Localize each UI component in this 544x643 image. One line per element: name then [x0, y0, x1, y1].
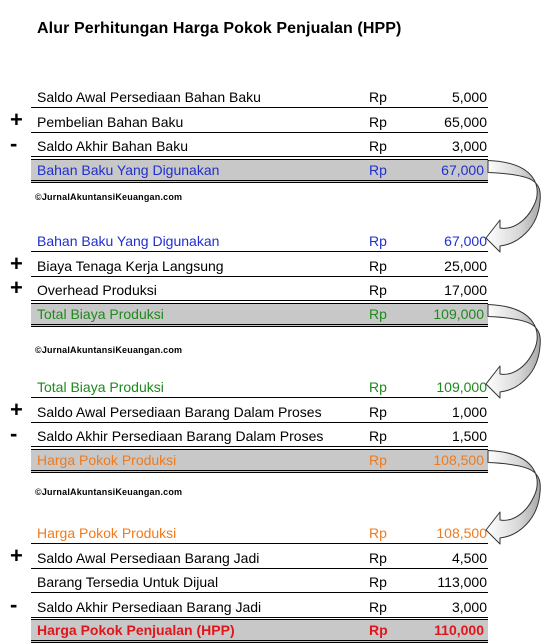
line-label: Harga Pokok Penjualan (HPP)	[37, 622, 235, 638]
currency: Rp	[369, 305, 387, 322]
currency: Rp	[369, 574, 387, 590]
line-label: Harga Pokok Produksi	[37, 525, 177, 541]
line-label: Overhead Produksi	[37, 282, 157, 298]
minus-sign: -	[10, 421, 18, 446]
currency: Rp	[369, 525, 387, 541]
currency: Rp	[369, 451, 387, 468]
watermark: ©JurnalAkuntansiKeuangan.com	[35, 192, 183, 202]
currency: Rp	[369, 257, 387, 274]
currency: Rp	[369, 89, 387, 105]
amount: 109,000	[436, 379, 487, 395]
line-label: Barang Tersedia Untuk Dijual	[37, 574, 219, 590]
currency: Rp	[369, 428, 387, 444]
amount: 67,000	[444, 233, 487, 249]
currency: Rp	[369, 598, 387, 615]
currency: Rp	[369, 282, 387, 298]
currency: Rp	[369, 379, 387, 395]
watermark: ©JurnalAkuntansiKeuangan.com	[35, 487, 183, 497]
line-label: Harga Pokok Produksi	[37, 451, 177, 468]
page-title: Alur Perhitungan Harga Pokok Penjualan (HPP)	[37, 20, 402, 37]
flow-arrow-icon	[486, 451, 540, 545]
currency: Rp	[369, 549, 387, 566]
amount: 25,000	[444, 257, 487, 274]
amount: 5,000	[451, 89, 487, 105]
plus-sign: +	[10, 396, 23, 422]
line-label: Saldo Akhir Persediaan Barang Dalam Proses	[37, 428, 324, 444]
line-label: Saldo Awal Persediaan Barang Dalam Proses	[37, 403, 322, 420]
amount: 108,500	[436, 525, 487, 541]
line-label: Saldo Awal Persediaan Bahan Baku	[37, 89, 261, 105]
amount: 109,000	[433, 305, 484, 322]
minus-sign: -	[10, 591, 18, 617]
plus-sign: +	[10, 275, 23, 300]
line-label: Biaya Tenaga Kerja Langsung	[37, 257, 224, 274]
minus-sign: -	[10, 131, 18, 156]
flow-arrow-icon	[486, 305, 540, 399]
amount: 110,000	[434, 622, 484, 638]
currency: Rp	[369, 161, 387, 178]
amount: 67,000	[441, 161, 484, 178]
currency: Rp	[369, 622, 388, 638]
line-label: Total Biaya Produksi	[37, 305, 164, 322]
line-label: Bahan Baku Yang Digunakan	[37, 233, 220, 249]
currency: Rp	[369, 113, 387, 130]
amount: 3,000	[451, 598, 487, 615]
line-label: Saldo Akhir Bahan Baku	[37, 138, 188, 154]
line-label: Saldo Akhir Persediaan Barang Jadi	[37, 598, 262, 615]
line-label: Total Biaya Produksi	[37, 379, 164, 395]
line-label: Saldo Awal Persediaan Barang Jadi	[37, 549, 260, 566]
plus-sign: +	[10, 250, 23, 276]
amount: 4,500	[451, 549, 487, 566]
plus-sign: +	[10, 542, 23, 568]
amount: 17,000	[444, 282, 487, 298]
amount: 113,000	[437, 574, 487, 590]
plus-sign: +	[10, 106, 23, 132]
amount: 1,000	[451, 403, 487, 420]
currency: Rp	[369, 233, 387, 249]
amount: 3,000	[451, 138, 487, 154]
line-label: Pembelian Bahan Baku	[37, 113, 184, 130]
flow-arrow-icon	[486, 161, 540, 253]
currency: Rp	[369, 138, 387, 154]
amount: 108,500	[433, 451, 484, 468]
amount: 1,500	[451, 428, 487, 444]
currency: Rp	[369, 403, 387, 420]
watermark: ©JurnalAkuntansiKeuangan.com	[35, 345, 183, 355]
line-label: Bahan Baku Yang Digunakan	[37, 161, 220, 178]
amount: 65,000	[444, 113, 487, 130]
